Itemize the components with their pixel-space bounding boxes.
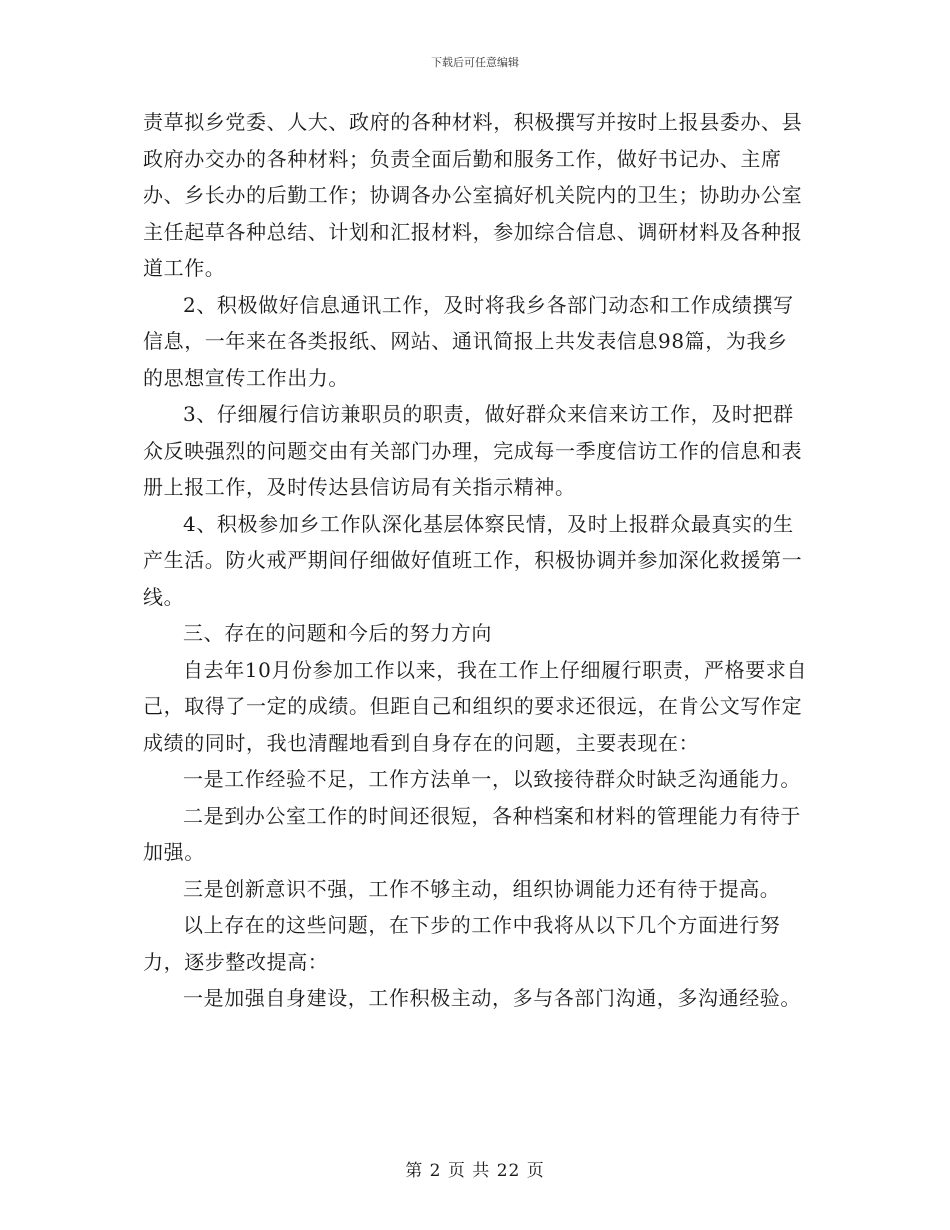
paragraph-summary: 以上存在的这些问题，在下步的工作中我将从以下几个方面进行努力，逐步整改提高： — [143, 913, 781, 974]
paragraph-problem-1: 一是工作经验不足，工作方法单一，以致接待群众时缺乏沟通能力。 — [183, 767, 801, 791]
paragraph-item-3: 3、仔细履行信访兼职员的职责，做好群众来信来访工作，及时把群众反映强烈的问题交由有关部门办理，完成每一季度信访工作的信息和表册上报工作，及时传达县信访局有关指示精神。 — [143, 402, 803, 499]
document-body — [143, 104, 808, 1017]
paragraph-item-2: 2、积极做好信息通讯工作，及时将我乡各部门动态和工作成绩撰写信息，一年来在各类报纸、网站、通讯简报上共发表信息98篇，为我乡的思想宣传工作出力。 — [143, 292, 794, 390]
paragraph-problem-3: 三是创新意识不强，工作不够主动，组织协调能力还有待于提高。 — [183, 876, 781, 901]
paragraph-problem-2: 二是到办公室工作的时间还很短，各种档案和材料的管理能力有待于加强。 — [143, 803, 801, 864]
page-number-footer — [0, 1156, 950, 1181]
page-number-label: 第 2 页 共 22 页 — [405, 1161, 545, 1181]
paragraph-intro: 自去年10月份参加工作以来，我在工作上仔细履行职责，严格要求自己，取得了一定的成绩。但距自己和组织的要求还很远，在肯公文写作定成绩的同时，我也清醒地看到自身存在的问题，主要表现在： — [143, 657, 808, 755]
page-header-note: 下载后可任意编辑 — [431, 56, 519, 69]
paragraph-item-4: 4、积极参加乡工作队深化基层体察民情，及时上报群众最真实的生产生活。防火戒严期间仔细做好值班工作，积极协调并参加深化救援第一线。 — [143, 511, 803, 609]
section-heading: 三、存在的问题和今后的努力方向 — [183, 621, 492, 645]
paragraph-continuation: 责草拟乡党委、人大、政府的各种材料，积极撰写并按时上报县委办、县政府办交办的各种材料；负责全面后勤和服务工作，做好书记办、主席办、乡长办的后勤工作；协调各办公室搞好机关院内的卫生；协助办公室主任起草各种总结、计划和汇报材料，参加综合信息、调研材料及各种报道工作。 — [143, 110, 803, 280]
paragraph-improvement-1: 一是加强自身建设，工作积极主动，多与各部门沟通，多沟通经验。 — [183, 986, 801, 1010]
